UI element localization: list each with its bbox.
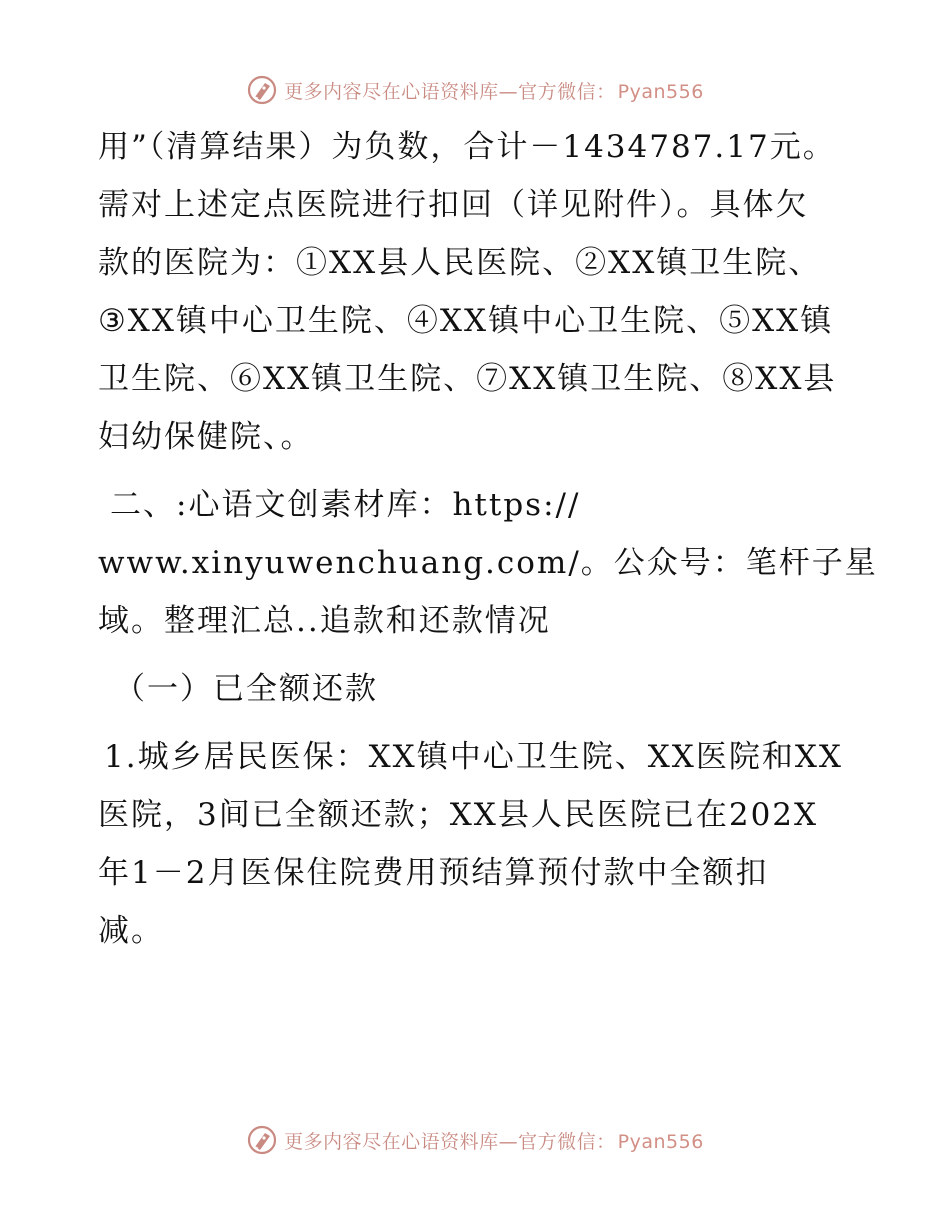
watermark-text: 更多内容尽在心语资料库—官方微信： Pyan556 <box>284 1130 704 1153</box>
paragraph-4 <box>98 728 868 960</box>
text-line: www.xinyuwenchuang.com/。公众号：笔杆子星 <box>98 545 878 581</box>
watermark-text: 更多内容尽在心语资料库—官方微信： Pyan556 <box>284 80 704 103</box>
paragraph-1 <box>98 118 868 466</box>
footer-watermark <box>0 1120 950 1160</box>
watermark-id: Pyan556 <box>617 1130 704 1153</box>
paragraph-3 <box>98 660 868 718</box>
text-line: 年1－2月医保住院费用预结算预付款中全额扣 <box>98 855 769 891</box>
watermark-id: Pyan556 <box>617 80 704 103</box>
text-line: 妇幼保健院、。 <box>98 419 314 455</box>
pen-nib-icon <box>246 1124 278 1156</box>
paragraph-2 <box>98 476 878 650</box>
text-line: 二、:心语文创素材库：https:// <box>110 487 581 523</box>
text-line: 用”（清算结果）为负数，合计－1434787.17元。 <box>98 129 836 165</box>
text-line: 医院，3间已全额还款；XX县人民医院已在202X <box>98 797 819 833</box>
text-line: 款的医院为：①XX县人民医院、②XX镇卫生院、 <box>98 245 822 281</box>
text-line: 减。 <box>98 913 164 949</box>
text-line: 卫生院、⑥XX镇卫生院、⑦XX镇卫生院、⑧XX县 <box>98 361 837 397</box>
document-body <box>98 118 878 960</box>
text-line: 1.城乡居民医保：XX镇中心卫生院、XX医院和XX <box>104 739 843 775</box>
text-line: 需对上述定点医院进行扣回（详见附件）。具体欠 <box>98 187 809 223</box>
text-line: ③XX镇中心卫生院、④XX镇中心卫生院、⑤XX镇 <box>98 303 834 339</box>
header-watermark <box>0 70 950 110</box>
text-line: 域。整理汇总..追款和还款情况 <box>98 603 551 639</box>
pen-nib-icon <box>246 74 278 106</box>
section-heading: （一）已全额还款 <box>114 671 378 707</box>
